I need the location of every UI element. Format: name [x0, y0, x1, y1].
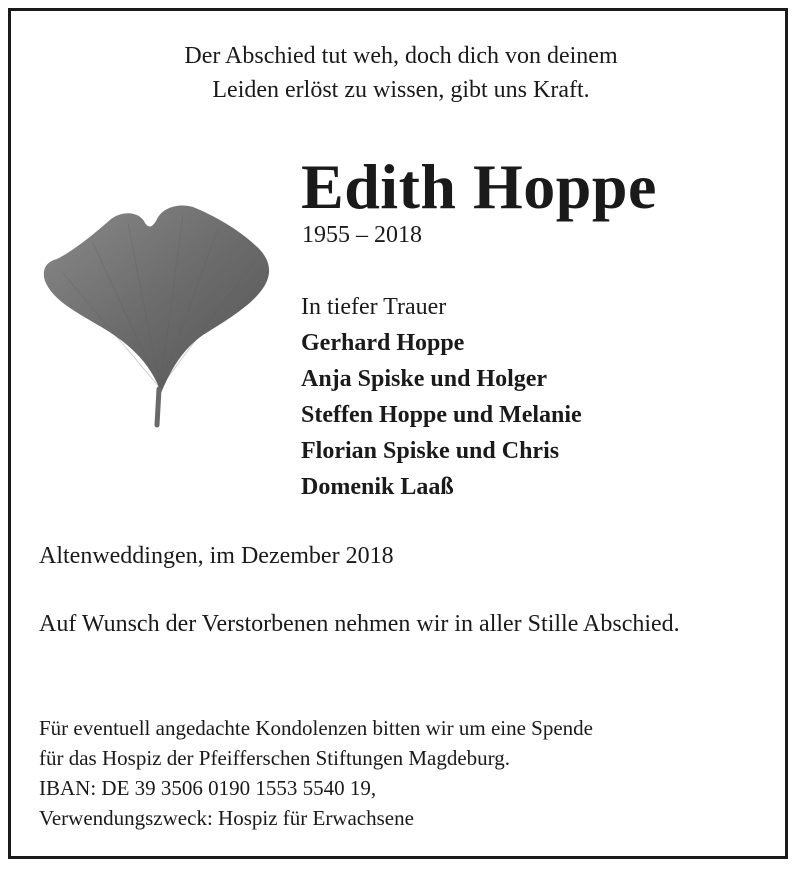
donation-line-2: für das Hospiz der Pfeifferschen Stiftungen Magdeburg. [39, 746, 511, 770]
donation-info [39, 713, 593, 833]
place-date: Altenweddingen, im Dezember 2018 [39, 543, 394, 569]
donation-purpose: Verwendungszweck: Hospiz für Erwachsene [39, 806, 414, 830]
mourners-intro: In tiefer Trauer [301, 294, 447, 320]
motto-line-1: Der Abschied tut weh, doch dich von deinem [184, 43, 618, 69]
mourner-name: Domenik Laaß [301, 474, 454, 500]
mourner-name: Steffen Hoppe und Melanie [301, 402, 582, 428]
motto-line-2: Leiden erlöst zu wissen, gibt uns Kraft. [212, 77, 590, 103]
obituary-frame [8, 8, 788, 859]
farewell-wish: Auf Wunsch der Verstorbenen nehmen wir in aller Stille Abschied. [39, 611, 680, 637]
mourner-name: Gerhard Hoppe [301, 330, 465, 356]
motto [11, 39, 791, 107]
ginkgo-leaf-icon [33, 193, 283, 438]
life-years: 1955 – 2018 [302, 222, 422, 248]
deceased-name: Edith Hoppe [301, 151, 657, 222]
donation-iban: IBAN: DE 39 3506 0190 1553 5540 19, [39, 776, 377, 800]
mourner-name: Florian Spiske und Chris [301, 438, 560, 464]
mourner-name: Anja Spiske und Holger [301, 366, 548, 392]
donation-line-1: Für eventuell angedachte Kondolenzen bitten wir um eine Spende [39, 716, 593, 740]
mourners-list [301, 289, 582, 505]
